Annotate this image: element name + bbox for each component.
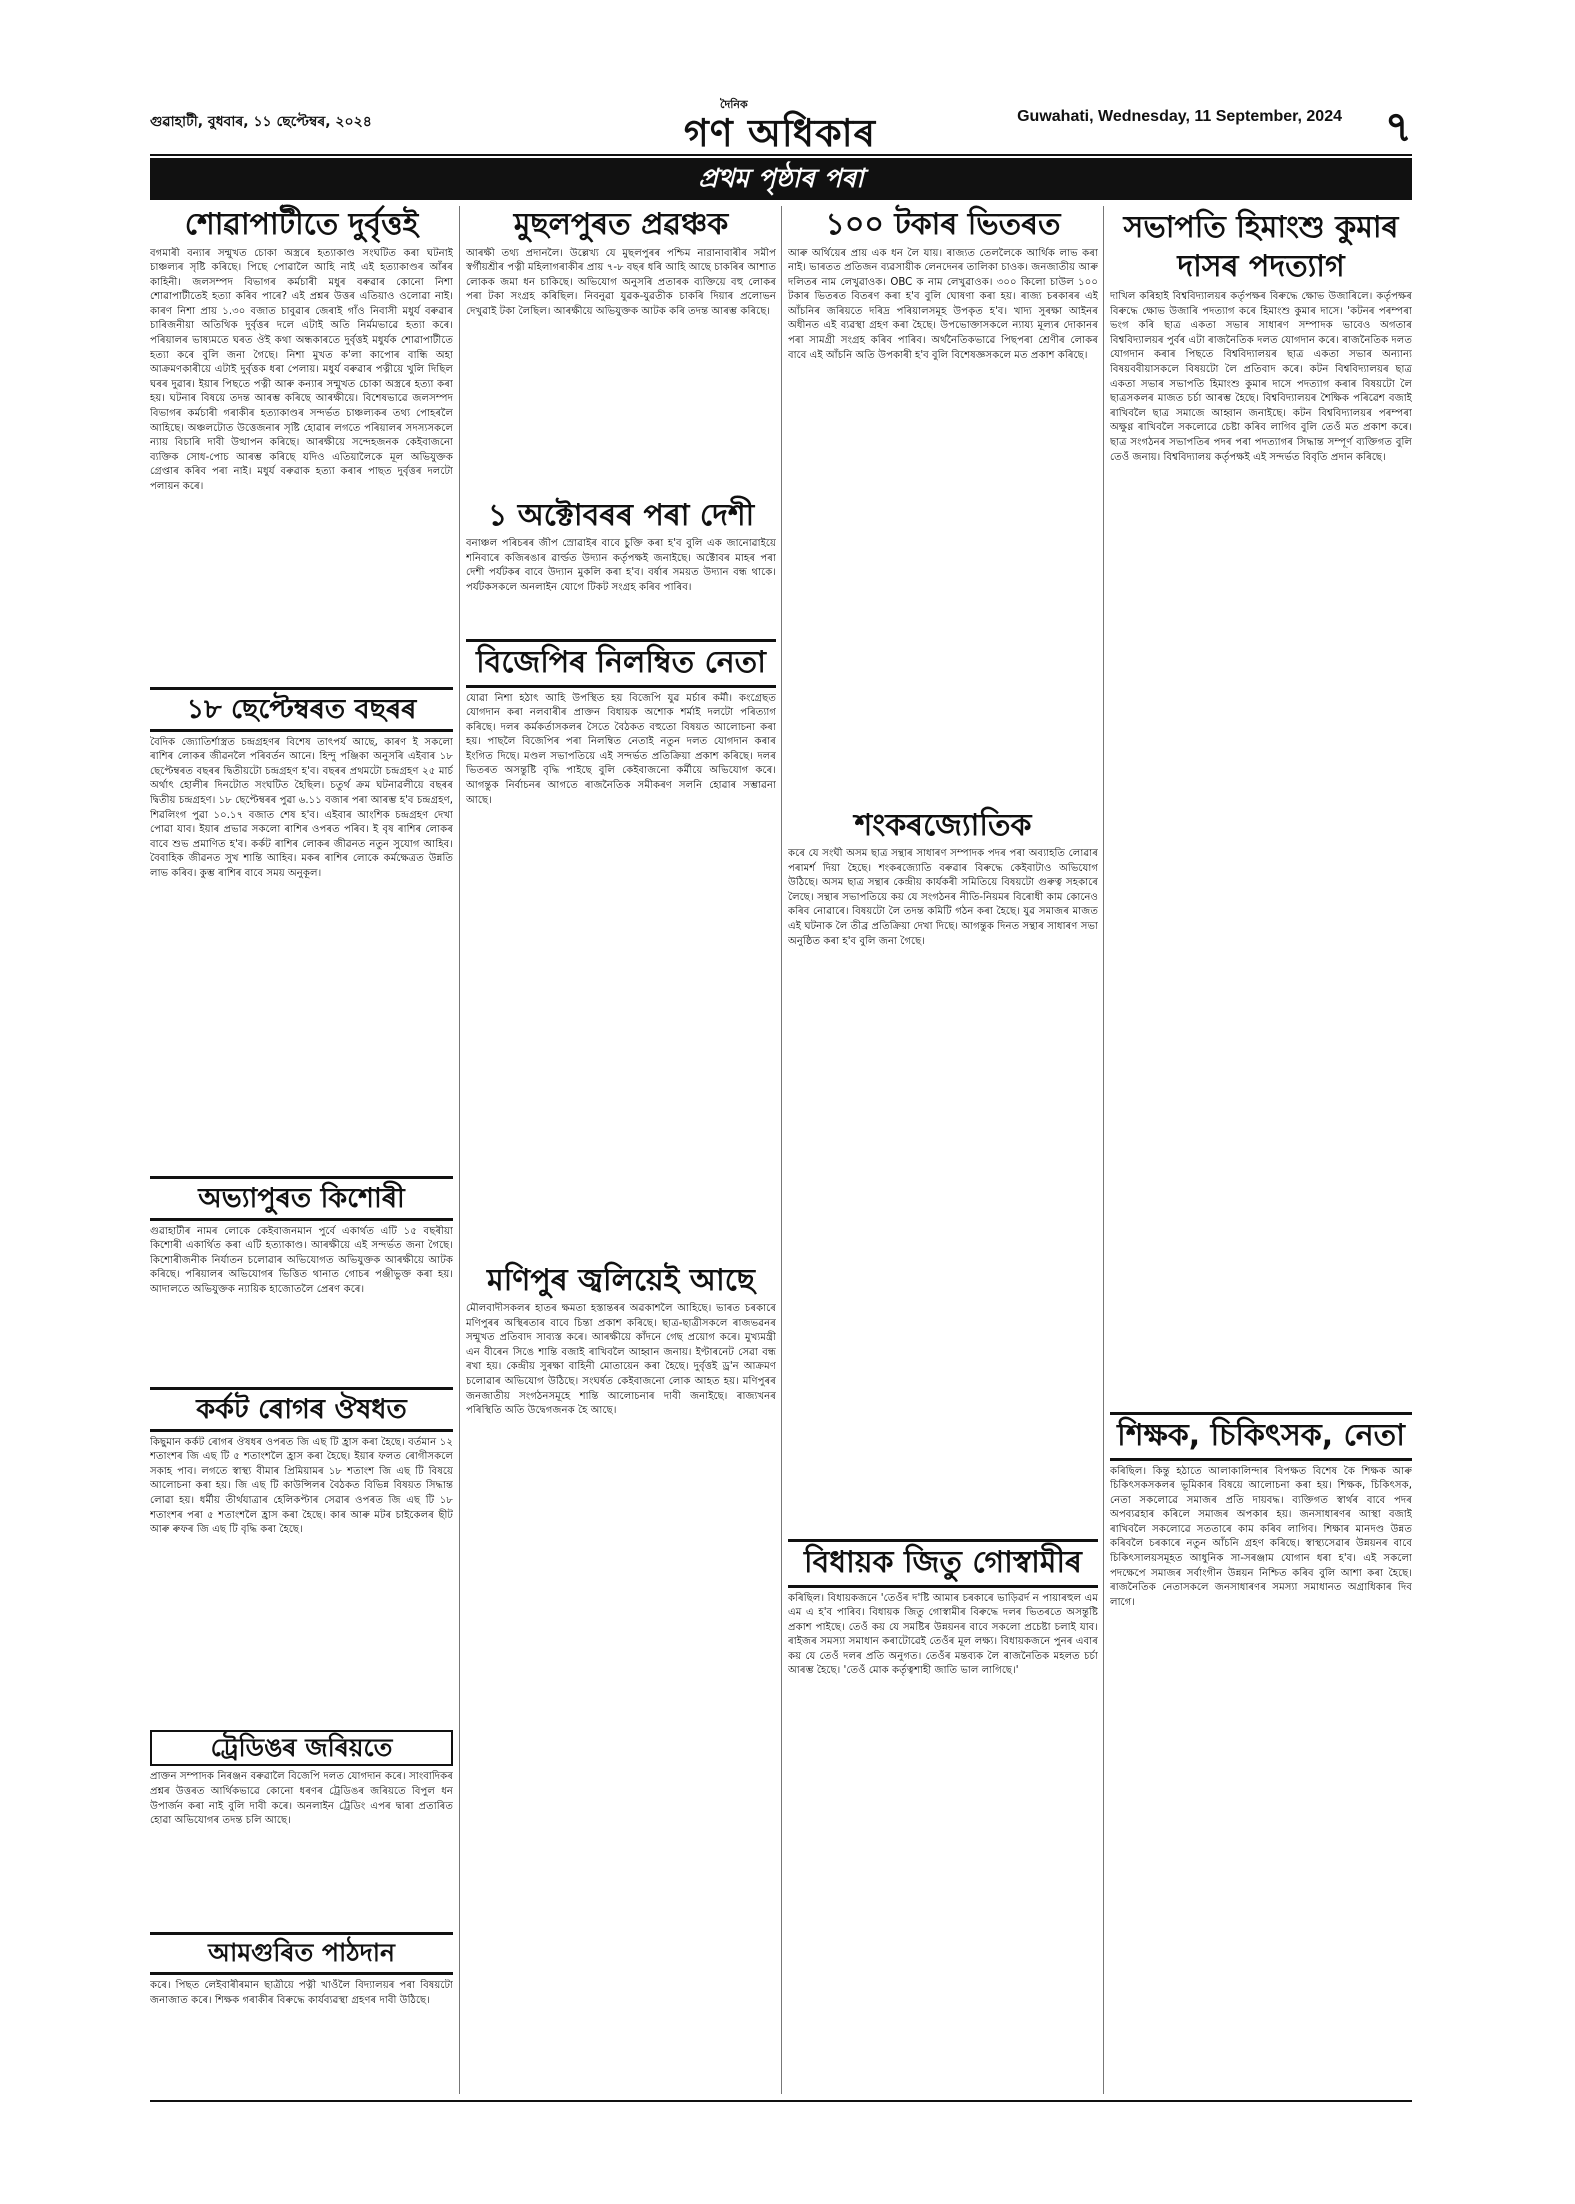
logo-title: গণ অধিকাৰ bbox=[683, 111, 877, 155]
article-body: বগমাৰী বন্যাৰ সন্মুখত চোকা অস্ত্ৰৰে হত্যাকাণ্ড সংঘটিত কৰা ঘটনাই চাঞ্চল্যৰ সৃষ্টি কৰিছে। পিছে পোৱালৈ আহি নাই এই হত্যাকাণ্ডৰ আঁৰৰ কাহিনী। জলসম্পদ বিভাগৰ কৰ্মচাৰী মধুৰ বৰুৱাৰ কোনো নিশা শোৱাপাটীতেই হত্যা কৰিব পাৰে? এই প্ৰশ্নৰ উত্তৰ এতিয়াও ওলোৱা নাই। কাৰণ নিশা প্ৰায় ১.৩০ বজাত চাবুৱাৰ জেৰাই গাঁও নিবাসী মধুৰ্য বৰুৱাৰ চাৰিজনীয়া অতিথিক দুৰ্বৃত্তৰ দলে এটাই অতি নিৰ্মমভাৱে হত্যা কৰে। পৰিয়ালৰ ভাষ্যমতে ঘৰত ঔই কথা অন্ধকাৰতে দুৰ্বৃত্তই মধুৰ্যক শোৱাপাটীতে হত্যা কৰে বুলি জনা গৈছে। নিশা মুখত ক'লা কাপোৰ বান্ধি অহা আক্ৰমণকাৰীয়ে এটাই দুৰ্বৃত্তক ধৰা পেলায়। মধুৰ্য বৰুৱাৰ পত্নীয়ে খুলি দিছিল ঘৰৰ দুৱাৰ। ইয়াৰ পিছতে পত্নী আৰু কন্যাৰ সন্মুখত চোকা অস্ত্ৰৰে হত্যা কৰা হয়। ঘটনাৰ বিষয়ে তদন্ত আৰম্ভ কৰিছে আৰক্ষীয়ে। বিশেষভাৱে জলসম্পদ বিভাগৰ কৰ্মচাৰী গৰাকীৰ হত্যাকাণ্ডৰ সন্দৰ্ভত চাঞ্চল্যকৰ তথ্য পোহৰলৈ আহিছে। অঞ্চলটোত উত্তেজনাৰ সৃষ্টি হোৱাৰ লগতে পৰিয়ালৰ সদস্যসকলে ন্যায় বিচাৰি দাবী উত্থাপন কৰিছে। আৰক্ষীয়ে সন্দেহজনক কেইবাজনো ব্যক্তিক সোধ-পোচ আৰম্ভ কৰিছে যদিও এতিয়ালৈকে মূল অভিযুক্তক গ্ৰেপ্তাৰ কৰিব পৰা নাই। মধুৰ্য বৰুৱাক হত্যা কৰাৰ পাছত দুৰ্বৃত্তৰ দলটো পলায়ন কৰে। bbox=[150, 247, 453, 492]
article-body: আৰক্ষী তথ্য প্ৰদানলৈ। উল্লেখ্য যে মুছলপুৰৰ পশ্চিম নারানাবাৰীৰ সমীপ স্বৰ্গীয়শ্ৰীৰ পত্নী মহিলাগৰাকীৰ প্ৰায় ৭-৮ বছৰ ধৰি আহি আছে চাকৰিৰ আশাত লোকক জমা ধন চাকিছে। অভিযোগ অনুসৰি প্ৰতাৰক ব্যক্তিয়ে বহু লোকৰ পৰা টকা সংগ্ৰহ কৰিছিল। নিবনুৱা যুৱক-যুৱতীক চাকৰি দিয়াৰ প্ৰলোভন দেখুৱাই টকা লৈছিল। আৰক্ষীয়ে অভিযুক্তক আটক কৰি তদন্ত আৰম্ভ কৰিছে। bbox=[466, 247, 776, 317]
article-body: কৰে যে সংঘী অসম ছাত্ৰ সন্থাৰ সাধাৰণ সম্পাদক পদৰ পৰা অব্যাহতি লোৱাৰ পৰামৰ্শ দিয়া হৈছে। শংকৰজ্যোতি বৰুৱাৰ বিৰুদ্ধে কেইবাটাও অভিযোগ উঠিছে। অসম ছাত্ৰ সন্থাৰ কেন্দ্ৰীয় কাৰ্যকৰী সমিতিয়ে বিষয়টো গুৰুত্ব সহকাৰে লৈছে। সন্থাৰ সভাপতিয়ে কয় যে সংগঠনৰ নীতি-নিয়মৰ বিৰোধী কাম কোনেও কৰিব নোৱাৰে। বিষয়টো লৈ তদন্ত কমিটি গঠন কৰা হৈছে। যুৱ সমাজৰ মাজত এই ঘটনাক লৈ তীব্ৰ প্ৰতিক্ৰিয়া দেখা দিছে। আগন্তুক দিনত সন্থাৰ সাধাৰণ সভা অনুষ্ঠিত কৰা হ'ব বুলি জনা গৈছে। bbox=[788, 848, 1098, 947]
headline: বিজেপিৰ নিলম্বিত নেতা bbox=[466, 639, 776, 688]
headline: সভাপতি হিমাংশু কুমাৰ দাসৰ পদত্যাগ bbox=[1123, 210, 1399, 284]
headline: বিধায়ক জিতু গোস্বামীৰ bbox=[788, 1539, 1098, 1588]
section-banner: প্ৰথম পৃষ্ঠাৰ পৰা bbox=[150, 158, 1412, 200]
headline: শংকৰজ্যোতিক bbox=[854, 807, 1032, 843]
newspaper-logo bbox=[630, 96, 930, 154]
column-3 bbox=[788, 206, 1098, 2072]
headline: শিক্ষক, চিকিৎসক, নেতা bbox=[1110, 1412, 1412, 1461]
dateline-assamese: গুৱাহাটী, বুধবাৰ, ১১ ছেপ্টেম্বৰ, ২০২৪ bbox=[150, 114, 372, 130]
article-body: বনাঞ্চল পৰিচৰৰ জীপ স্ৰোৱাইৰ বাবে চুক্তি কৰা হ'ব বুলি এক জানোৱাইয়ে শনিবাৰে কজিৰঙাৰ ৱাৰ্ল্ডত উদ্যান কৰ্তৃপক্ষই জনাইছে। অক্টোবৰ মাহৰ পৰা দেশী পৰ্যটকৰ বাবে উদ্যান মুকলি কৰা হ'ব। বৰ্ষাৰ সময়ত উদ্যান বন্ধ থাকে। পৰ্যটকসকলে অনলাইন যোগে টিকট সংগ্ৰহ কৰিব পাৰিব। bbox=[466, 538, 776, 593]
headline: ১ অক্টোবৰৰ পৰা দেশী bbox=[487, 497, 755, 533]
article-body: কৰিছিল। বিধায়কজনে 'তেওঁৰ দ'ষ্টি আমাৰ চৰকাৰে ভাড়িৱৰ্দ ন পায়াৰহুল এম এম এ হ'ব পাৰিব। বিধায়ক জিতু গোস্বামীৰ বিৰুদ্ধে দলৰ ভিতৰতে অসন্তুষ্টি প্ৰকাশ পাইছে। তেওঁ কয় যে সমষ্টিৰ উন্নয়নৰ বাবে সকলো প্ৰচেষ্টা চলাই যাব। ৰাইজৰ সমস্যা সমাধান কৰাটোৱেই তেওঁৰ মূল লক্ষ্য। বিধায়কজনে পুনৰ এবাৰ কয় যে তেওঁ দলৰ প্ৰতি অনুগত। তেওঁৰ মন্তব্যক লৈ ৰাজনৈতিক মহলত চৰ্চা আৰম্ভ হৈছে। 'তেওঁ মোক কৰ্তৃত্বশাহী জাতি ভাল লাগিছে।' bbox=[788, 1592, 1098, 1677]
article-body: যোৱা নিশা হঠাৎ আহি উপস্থিত হয় বিজেপি যুৱ মৰ্চাৰ কৰ্মী। কংগ্ৰেছত যোগদান কৰা নলবাৰীৰ প্ৰাক্তন বিধায়ক অশোক শৰ্মাই দলটো পৰিত্যাগ কৰিছে। দলৰ কৰ্মকৰ্তাসকলৰ সৈতে বৈঠকত বহুতো বিষয়ত আলোচনা কৰা হয়। পাছলৈ বিজেপিৰ পৰা নিলম্বিত নেতাই নতুন দলত যোগদান কৰাৰ ইংগিত দিছে। মণ্ডল সভাপতিয়ে এই সন্দৰ্ভত প্ৰতিক্ৰিয়া প্ৰকাশ কৰিছে। দলৰ ভিতৰত অসন্তুষ্টি বৃদ্ধি পাইছে বুলি কেইবাজনো কৰ্মীয়ে অভিযোগ কৰে। আগন্তুক নিৰ্বাচনৰ আগতে ৰাজনৈতিক সমীকৰণ সলনি হোৱাৰ সম্ভাৱনা আছে। bbox=[466, 692, 776, 806]
headline: অভ্যাপুৰত কিশোৰী bbox=[150, 1176, 453, 1221]
article-body: বৈদিক জ্যোতিৰ্শাস্ত্ৰত চন্দ্ৰগ্ৰহণৰ বিশেষ তাৎপৰ্য আছে, কাৰণ ই সকলো ৰাশিৰ লোকৰ জীৱনলৈ পৰিবৰ্তন আনে। হিন্দু পঞ্জিকা অনুসৰি এইবাৰ ১৮ ছেপ্টেম্বৰত বছৰৰ দ্বিতীয়টো চন্দ্ৰগ্ৰহণ হ'ব। বছৰৰ প্ৰথমটো চন্দ্ৰগ্ৰহণ ২৫ মাৰ্চ অৰ্থাৎ হোলীৰ দিনটোত সংঘটিত হৈছিল। চতুৰ্থ ক্ৰম ঘটনাৱলীয়ে বছৰৰ দ্বিতীয় চন্দ্ৰগ্ৰহণ। ১৮ ছেপ্টেম্বৰৰ পুৱা ৬.১১ বজাৰ পৰা আৰম্ভ হ'ব চন্দ্ৰগ্ৰহণ, শিৱলিংগ পুৱা ১০.১৭ বজাত শেষ হ'ব। এইবাৰ আংশিক চন্দ্ৰগ্ৰহণ দেখা পোৱা যাব। ইয়াৰ প্ৰভাৱ সকলো ৰাশিৰ ওপৰত পৰিব। ই বৃষ ৰাশিৰ লোকৰ বাবে শুভ প্ৰমাণিত হ'ব। কৰ্কট ৰাশিৰ লোকৰ জীৱনত নতুন সুযোগ আহিব। বৈবাহিক জীৱনত সুখ শান্তি আহিব। মকৰ ৰাশিৰ লোকে কৰ্মক্ষেত্ৰত উন্নতি লাভ কৰিব। কুম্ভ ৰাশিৰ বাবে সময় অনুকূল। bbox=[150, 736, 453, 879]
article-body: দাখিল কৰিহাই বিশ্ববিদ্যালয়ৰ কৰ্তৃপক্ষৰ বিৰুদ্ধে ক্ষোভ উজাৰিলে। কৰ্তৃপক্ষৰ বিৰুদ্ধে ক্ষোভ উজাৰি পদত্যাগ কৰে হিমাংশু কুমাৰ দাসে। 'কটনৰ পৰম্পৰা ভংগ কৰি ছাত্ৰ একতা সভাৰ সাধাৰণ সম্পাদক ভাবেও অগতাৰ বিশ্ববিদ্যালয়ৰ পুৰ্বৰ এটা ৰাজনৈতিক দলত যোগদান কৰে। ৰাজনৈতিক দলত যোগদান কৰাৰ পিছতে বিশ্ববিদ্যালয়ৰ ছাত্ৰ একতা সভাৰ অন্যান্য বিষয়ববীয়াসকলে বিষয়টো লৈ প্ৰতিবাদ কৰে। কটন বিশ্ববিদ্যালয়ৰ ছাত্ৰ একতা সভাৰ সভাপতি হিমাংশু কুমাৰ দাসে পদত্যাগ কৰাৰ বিষয়টো লৈ ছাত্ৰসকলৰ মাজত চৰ্চা আৰম্ভ হৈছে। বিশ্ববিদ্যালয়ৰ শৈক্ষিক পৰিৱেশ বজাই ৰাখিবলৈ ছাত্ৰ সমাজে আহ্বান জনাইছে। কটন বিশ্ববিদ্যালয়ৰ পৰম্পৰা অক্ষুণ্ণ ৰাখিবলৈ সকলোৱে চেষ্টা কৰিব লাগিব বুলি তেওঁ মত প্ৰকাশ কৰে। ছাত্ৰ সংগঠনৰ সভাপতিৰ পদৰ পৰা পদত্যাগৰ সিদ্ধান্ত সম্পূৰ্ণ ব্যক্তিগত বুলি তেওঁ জনায়। বিশ্ববিদ্যালয় কৰ্তৃপক্ষই এই সন্দৰ্ভত বিবৃতি প্ৰদান কৰিছে। bbox=[1110, 291, 1412, 463]
article-body: কিছুমান কৰ্কট ৰোগৰ ঔষধৰ ওপৰত জি এছ টি হ্ৰাস কৰা হৈছে। বৰ্তমান ১২ শতাংশৰ জি এছ টি ৫ শতাংশলৈ হ্ৰাস কৰা হৈছে। ইয়াৰ ফলত ৰোগীসকলে সকাহ পাব। লগতে স্বাস্থ্য বীমাৰ প্ৰিমিয়ামৰ ১৮ শতাংশ জি এছ টি বিষয়ে আলোচনা কৰা হয়। জি এছ টি কাউন্সিলৰ বৈঠকত বিভিন্ন বিষয়ত সিদ্ধান্ত লোৱা হয়। ধৰ্মীয় তীৰ্থযাত্ৰাৰ হেলিকপ্টাৰ সেৱাৰ ওপৰত জি এছ টি ১৮ শতাংশৰ পৰা ৫ শতাংশলৈ হ্ৰাস কৰা হৈছে। কাৰ আৰু মটৰ চাইকেলৰ ছীট আৰু ৰুফৰ জি এছ টি বৃদ্ধি কৰা হৈছে। bbox=[150, 1436, 453, 1536]
article-body: কৰে। পিছত লেইবাৰীৰমান ছাত্ৰীয়ে পত্নী খাওঁলৈ বিদ্যালয়ৰ পৰা বিষয়টো জনাজাত কৰে। শিক্ষক গৰাকীৰ বিৰুদ্ধে কাৰ্যব্যৱস্থা গ্ৰহণৰ দাবী উঠিছে। bbox=[150, 1980, 453, 2006]
headline: আমগুৰিত পাঠদান bbox=[150, 1932, 453, 1975]
bottom-rule bbox=[150, 2100, 1412, 2102]
headline: মুছলপুৰত প্ৰৱঞ্চক bbox=[513, 207, 729, 242]
logo-subtitle: দৈনিক bbox=[720, 98, 748, 111]
headline: মণিপুৰ জ্বলিয়েই আছে bbox=[487, 1262, 755, 1298]
article-body: প্ৰাক্তন সম্পাদক নিৰঞ্জন বৰুৱালৈ বিজেপি দলত যোগদান কৰে। সাংবাদিকৰ প্ৰশ্নৰ উত্তৰত আৰ্থিকভাৱে কোনো ধৰণৰ ট্ৰেডিঙৰ জৰিয়তে বিপুল ধন উপাৰ্জন কৰা নাই বুলি দাবী কৰে। অনলাইন ট্ৰেডিং এপৰ দ্বাৰা প্ৰতাৰিত হোৱা অভিযোগৰ তদন্ত চলি আছে। bbox=[150, 1771, 453, 1827]
column-divider bbox=[459, 206, 460, 2094]
masthead bbox=[150, 96, 1412, 156]
column-divider bbox=[1103, 206, 1104, 2094]
headline: কৰ্কট ৰোগৰ ঔষধত bbox=[150, 1387, 453, 1432]
column-divider bbox=[781, 206, 782, 2094]
article-body: মৌলবাদীসকলৰ হাতৰ ক্ষমতা হস্তান্তৰৰ অৱকাশলৈ আহিছে। ভাৰত চৰকাৰে মণিপুৰৰ অস্থিৰতাৰ বাবে চিন্তা প্ৰকাশ কৰিছে। ছাত্ৰ-ছাত্ৰীসকলে ৰাজভৱনৰ সন্মুখত প্ৰতিবাদ সাব্যস্ত কৰে। আৰক্ষীয়ে কাঁদনে গেছ প্ৰয়োগ কৰে। মুখ্যমন্ত্ৰী এন বীৰেন সিঙে শান্তি বজাই ৰাখিবলৈ আহ্বান জনায়। ইণ্টাৰনেট সেৱা বন্ধ ৰখা হয়। কেন্দ্ৰীয় সুৰক্ষা বাহিনী মোতায়েন কৰা হৈছে। দুৰ্বৃত্তই ড্ৰ'ন আক্ৰমণ চলোৱাৰ অভিযোগ উঠিছে। সংঘৰ্ষত কেইবাজনো লোক আহত হয়। মণিপুৰৰ জনজাতীয় সংগঠনসমূহে শান্তি আলোচনাৰ দাবী জনাইছে। ৰাজ্যখনৰ পৰিস্থিতি অতি উদ্বেগজনক হৈ আছে। bbox=[466, 1303, 776, 1417]
headline: ট্ৰেডিঙৰ জৰিয়তে bbox=[150, 1730, 453, 1767]
headline: ১০০ টকাৰ ভিতৰত bbox=[825, 207, 1061, 242]
page-number: ৭ bbox=[1384, 102, 1412, 151]
column-2 bbox=[466, 206, 776, 1922]
article-body: গুৱাহাটীৰ নামৰ লোকে কেইবাজনমান পুৰ্বে একাৰ্থত এটি ১৫ বছৰীয়া কিশোৰী একাৰ্থিত কৰা এটি হত্যাকাণ্ড। আৰক্ষীয়ে এই সন্দৰ্ভত জনা গৈছে। কিশোৰীজনীক নিৰ্যাতন চলোৱাৰ অভিযোগত অভিযুক্তক আৰক্ষীয়ে আটক কৰিছে। পৰিয়ালৰ অভিযোগৰ ভিত্তিত থানাত গোচৰ পঞ্জীভুক্ত কৰা হয়। আদালতে অভিযুক্তক ন্যায়িক হাজোতলৈ প্ৰেৰণ কৰে। bbox=[150, 1225, 453, 1295]
headline: শোৱাপাটীতে দুৰ্বৃত্তই bbox=[184, 207, 419, 242]
column-4 bbox=[1110, 206, 1412, 2095]
headline: ১৮ ছেপ্টেম্বৰত বছৰৰ bbox=[150, 687, 453, 732]
column-1 bbox=[150, 206, 453, 2039]
article-body: আৰু অৰ্থিয়েৰ প্ৰায় এক ধন লৈ যায়। ৰাজ্যত তেললৈকে আৰ্থিক লাভ কৰা নাই। ভাৰতত প্ৰতিজন ব্যৱসায়ীক লেনদেনৰ তালিকা চাওক। জনজাতীয় আৰু দলিতৰ নাম লেখুৱাওক। OBC ক নাম লেখুৱাওক। ৩০০ কিলো চাউল ১০০ টকাৰ ভিতৰত বিতৰণ কৰা হ'ব বুলি ঘোষণা কৰা হয়। ৰাজ্য চৰকাৰৰ এই আঁচনিৰ জৰিয়তে দৰিদ্ৰ পৰিয়ালসমূহ উপকৃত হ'ব। খাদ্য সুৰক্ষা আইনৰ অধীনত এই ব্যৱস্থা গ্ৰহণ কৰা হৈছে। উপভোক্তাসকলে ন্যায্য মূল্যৰ দোকানৰ পৰা সামগ্ৰী সংগ্ৰহ কৰিব পাৰিব। অৰ্থনৈতিকভাৱে পিছপৰা শ্ৰেণীৰ লোকৰ বাবে এই আঁচনি অতি উপকাৰী হ'ব বুলি বিশেষজ্ঞসকলে মত প্ৰকাশ কৰিছে। bbox=[788, 247, 1098, 361]
dateline-english: Guwahati, Wednesday, 11 September, 2024 bbox=[1017, 108, 1342, 125]
article-body: কৰিছিল। কিন্তু হঠাতে আলাকালিন্দাৰ বিপক্ষত বিশেষ কৈ শিক্ষক আৰু চিকিৎসকসকলৰ ভূমিকাৰ বিষয়ে আলোচনা কৰা হয়। শিক্ষক, চিকিৎসক, নেতা সকলোৱে সমাজৰ প্ৰতি দায়বদ্ধ। ব্যক্তিগত স্বাৰ্থৰ বাবে পদৰ অপব্যৱহাৰ কৰিলে সমাজৰ অপকাৰ হয়। জনসাধাৰণৰ আস্থা বজাই ৰাখিবলৈ সকলোৱে সততাৰে কাম কৰিব লাগিব। শিক্ষাৰ মানদণ্ড উন্নত কৰিবলৈ চৰকাৰে নতুন আঁচনি গ্ৰহণ কৰিছে। স্বাস্থ্যসেৱাৰ উন্নয়নৰ বাবে চিকিৎসালয়সমূহত আধুনিক সা-সৰঞ্জাম যোগান ধৰা হ'ব। এই সকলো পদক্ষেপে সমাজৰ সৰ্বাংগীন উন্নয়ন নিশ্চিত কৰিব বুলি আশা কৰা হৈছে। ৰাজনৈতিক নেতাসকলে জনসাধাৰণৰ সমস্যা সমাধানত অগ্ৰাধিকাৰ দিব লাগে। bbox=[1110, 1465, 1412, 1608]
